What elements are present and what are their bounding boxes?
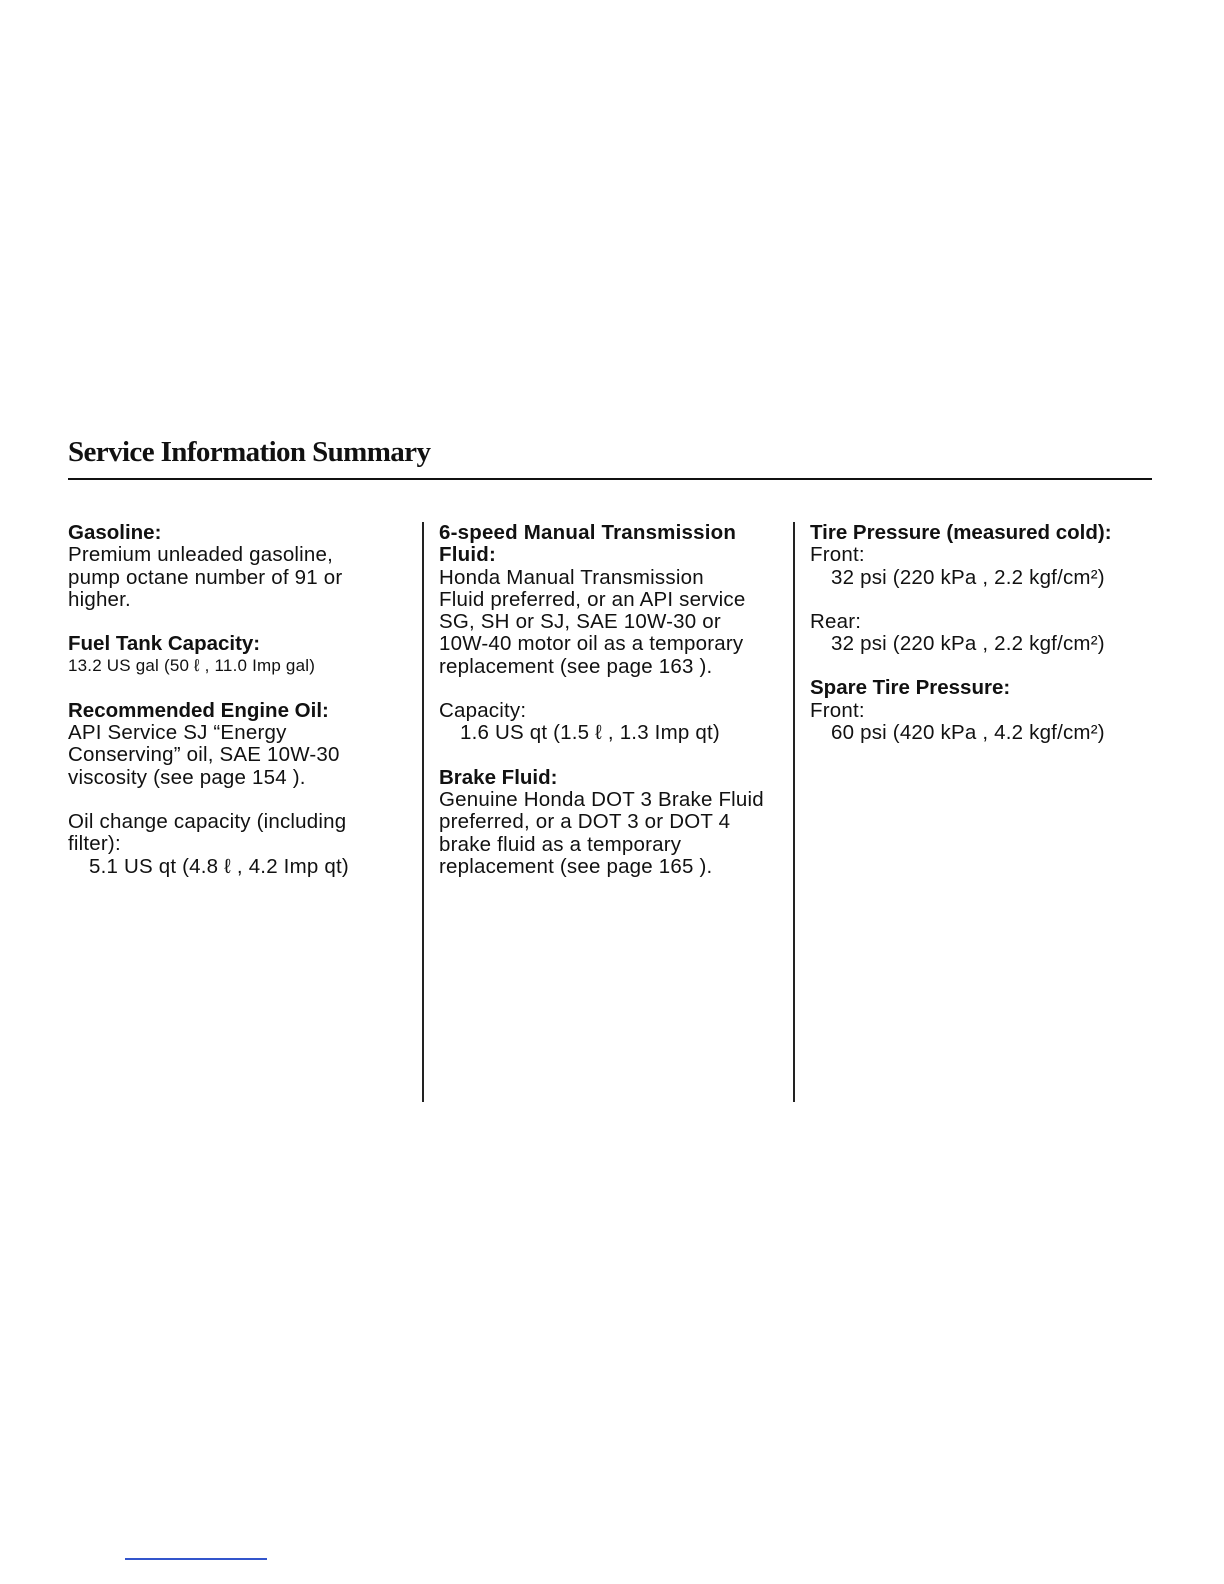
gasoline-heading: Gasoline: <box>68 521 162 544</box>
capacity-label: Capacity: <box>439 699 527 723</box>
tire-pressure-heading: Tire Pressure (measured cold): <box>810 521 1112 544</box>
spare-front-label: Front: <box>810 698 865 722</box>
column-divider-1 <box>422 522 424 1102</box>
spare-front-value: 60 psi (420 kPa , 4.2 kgf/cm²) <box>831 721 1105 745</box>
column-divider-2 <box>793 522 795 1102</box>
transmission-fluid-heading: 6-speed Manual Transmission Fluid: <box>439 521 737 567</box>
oil-change-value: 5.1 US qt (4.8 ℓ , 4.2 Imp qt) <box>89 854 349 878</box>
rear-label: Rear: <box>810 609 862 633</box>
capacity-value: 1.6 US qt (1.5 ℓ , 1.3 Imp qt) <box>460 721 720 745</box>
spare-tire-heading: Spare Tire Pressure: <box>810 676 1011 700</box>
front-value: 32 psi (220 kPa , 2.2 kgf/cm²) <box>831 565 1105 589</box>
fuel-tank-text: 13.2 US gal (50 ℓ , 11.0 Imp gal) <box>68 656 316 676</box>
transmission-fluid-text: Honda Manual Transmission Fluid preferred, or an API service SG, SH or SJ, SAE 10W-30 or 10W-40 motor oil as a temporary replacement (see page 163 ). <box>439 565 746 678</box>
front-label: Front: <box>810 543 865 567</box>
engine-oil-text: API Service SJ “Energy Conserving” oil, SAE 10W-30 viscosity (see page 154 ). <box>68 721 340 789</box>
column-fluids <box>439 522 784 878</box>
gasoline-text: Premium unleaded gasoline, pump octane number of 91 or higher. <box>68 543 343 611</box>
oil-change-label: Oil change capacity (including filter): <box>68 809 347 856</box>
brake-fluid-heading: Brake Fluid: <box>439 765 558 789</box>
brake-fluid-text: Genuine Honda DOT 3 Brake Fluid preferred, or a DOT 3 or DOT 4 brake fluid as a temporary replacement (see page 165 ). <box>439 787 764 878</box>
column-tires <box>810 522 1150 744</box>
fuel-tank-heading: Fuel Tank Capacity: <box>68 632 261 656</box>
engine-oil-heading: Recommended Engine Oil: <box>68 698 329 722</box>
title-rule <box>68 478 1152 480</box>
bottom-link-underline[interactable] <box>125 1558 267 1560</box>
column-engine <box>68 522 408 878</box>
rear-value: 32 psi (220 kPa , 2.2 kgf/cm²) <box>831 632 1105 656</box>
page-title: Service Information Summary <box>68 436 431 468</box>
